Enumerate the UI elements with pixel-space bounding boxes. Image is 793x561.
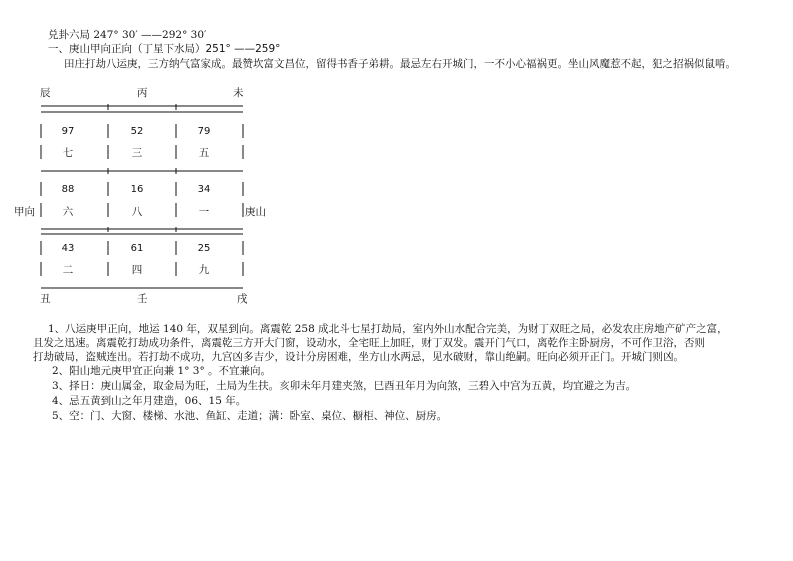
cell-star: 三 [131, 147, 143, 159]
sitting-label: 庚山 [245, 206, 266, 218]
note-1-line-2: 且发之迅速。离震乾打劫成功条件，离震乾三方开大门窗，设动水，全宅旺上加旺，财丁双发。震开门气口，离乾作主卧厨房，不可作卫浴，否则 [33, 337, 705, 349]
direction-top-right: 未 [233, 87, 244, 99]
direction-bottom-left: 丑 [40, 293, 51, 305]
cell-number: 34 [197, 184, 211, 195]
cell-number: 61 [130, 243, 144, 254]
note-3: 3、择日：庚山属金，取金局为旺，土局为生扶。亥卯未年月建夹煞，巳酉丑年月为向煞，三碧入中宫为五黄，均宜避之为吉。 [52, 380, 637, 392]
note-5: 5、空：门、大窗、楼梯、水池、鱼缸、走道；满：卧室、桌位、橱柜、神位、厨房。 [52, 410, 448, 422]
direction-top-center: 丙 [137, 87, 148, 99]
cell-star: 六 [62, 206, 74, 218]
cell-star: 九 [198, 264, 210, 276]
cell-star: 四 [131, 264, 143, 276]
cell-number: 79 [197, 126, 211, 137]
cell-number: 97 [61, 126, 75, 137]
note-1-line-3: 打劫破局，盗贼连出。若打劫不成功，九宫凶多吉少，设计分房困难，坐方山水两忌，见水破财，靠山绝嗣。旺向必须开正门。开城门则凶。 [33, 351, 684, 363]
direction-bottom-right: 戌 [237, 293, 248, 305]
facing-label: 甲向 [14, 206, 35, 218]
cell-number: 52 [130, 126, 144, 137]
cell-number: 43 [61, 243, 75, 254]
cell-star: 七 [62, 147, 74, 159]
cell-star: 一 [198, 206, 210, 218]
cell-star: 八 [131, 206, 143, 218]
cell-star: 二 [62, 264, 74, 276]
direction-bottom-center: 壬 [137, 293, 148, 305]
note-1-line-1: 1、八运庚甲正向，地运 140 年，双星到向。离震乾 258 成北斗七星打劫局，室内外山水配合完美，为财丁双旺之局，必发农庄房地产矿产之富， [48, 323, 728, 335]
intro-verse: 田庄打劫八运庚，三方纳气富家成。最赞坎富文昌位，留得书香子弟耕。最忌左右开城门，一不小心福祸更。坐山风魔惹不起，犯之招祸似鼠啃。 [64, 58, 736, 70]
cell-number: 88 [61, 184, 75, 195]
note-4: 4、忌五黄到山之年月建造，06、15 年。 [52, 395, 247, 407]
direction-top-left: 辰 [40, 87, 51, 99]
note-2: 2、阳山地元庚甲宜正向兼 1° 3° 。不宜兼向。 [52, 365, 272, 377]
cell-number: 16 [130, 184, 144, 195]
section-heading: 一、庚山甲向正向（丁星下水局）251° ——259° [48, 43, 281, 55]
cell-number: 25 [197, 243, 211, 254]
title-line: 兑卦六局 247° 30′ ——292° 30′ [48, 29, 207, 41]
cell-star: 五 [198, 147, 210, 159]
